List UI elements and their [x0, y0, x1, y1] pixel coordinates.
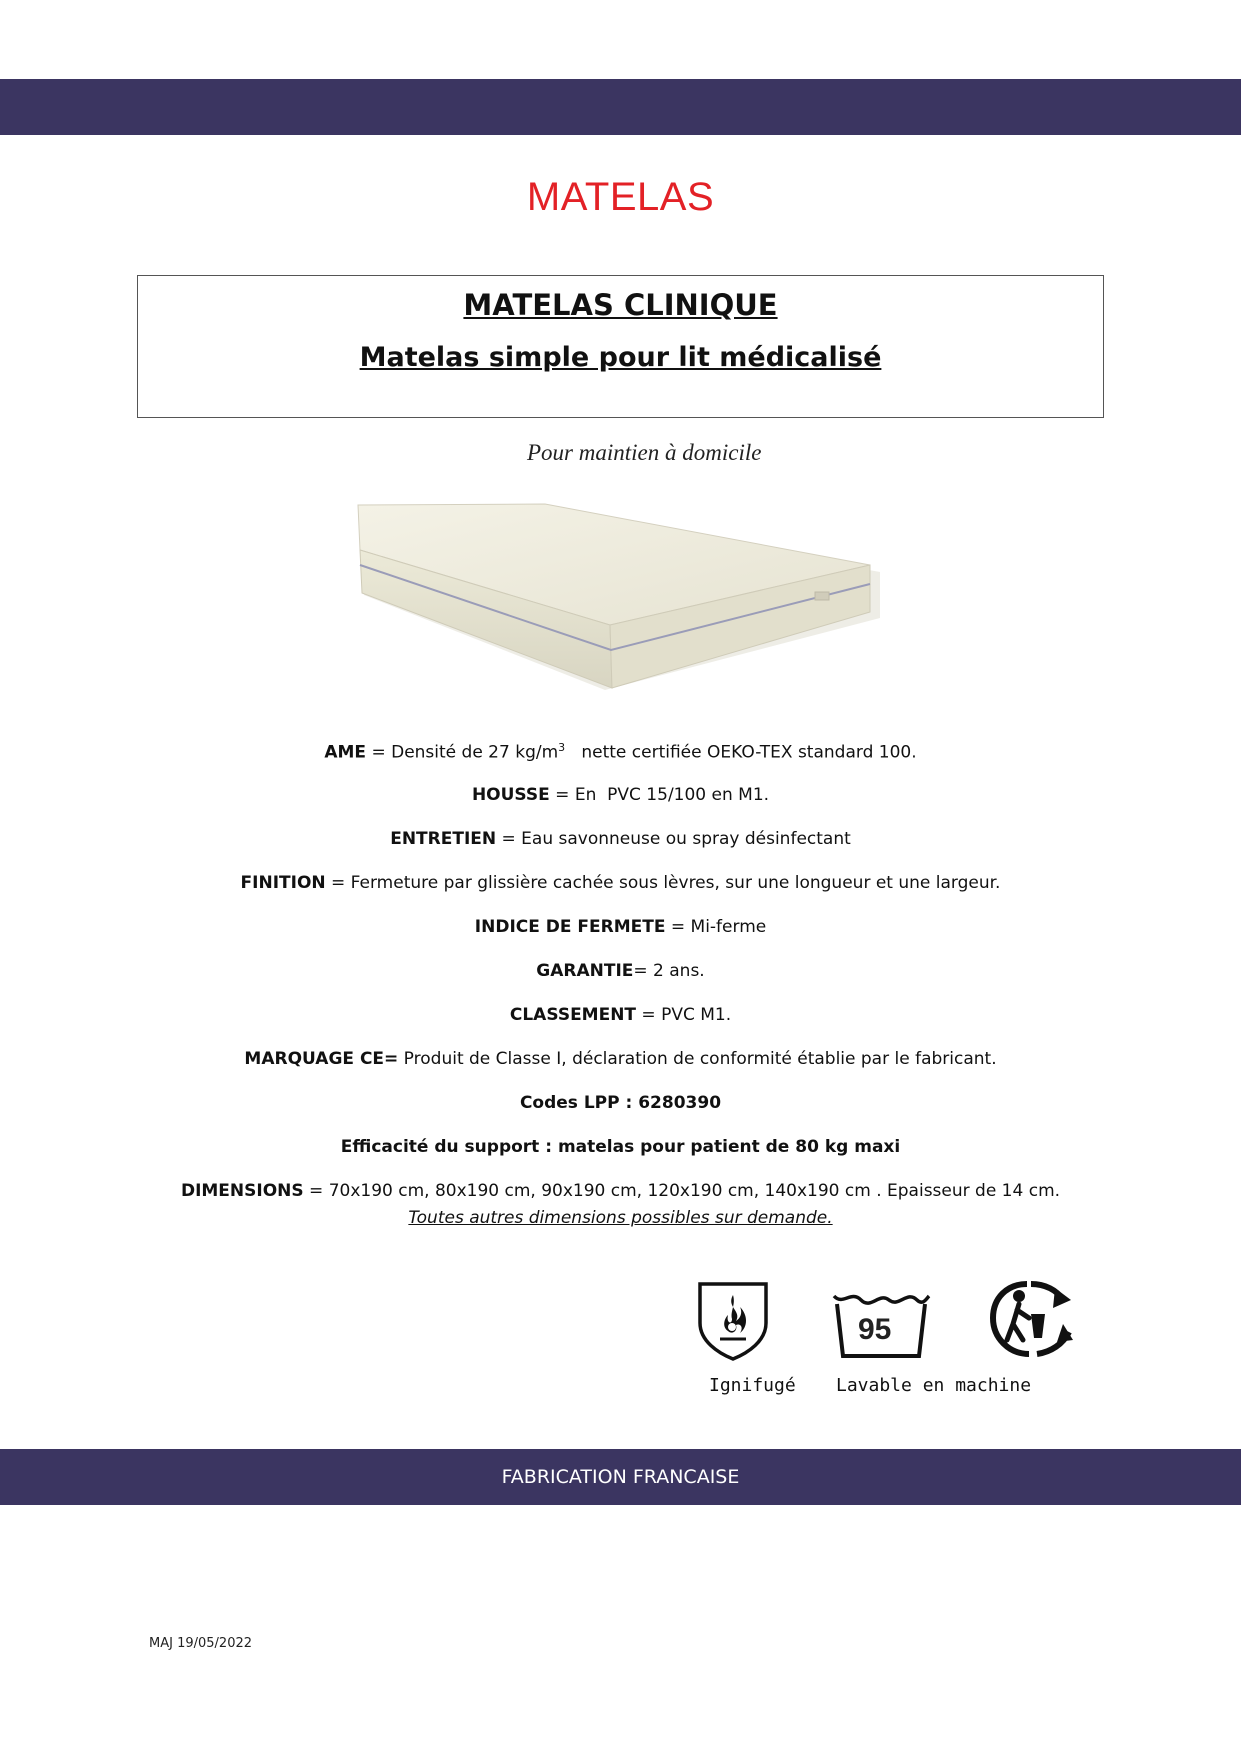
fire-resistant-icon — [696, 1281, 770, 1361]
wash-temperature: 95 — [858, 1313, 892, 1346]
top-band — [0, 79, 1241, 135]
spec-marquage: MARQUAGE CE= Produit de Classe I, déclaration de conformité établie par le fabricant. — [244, 1049, 997, 1069]
spec-codes-lpp: Codes LPP : 6280390 — [519, 1093, 722, 1113]
spec-ame: AME = Densité de 27 $kg/m^3$ nette certifiée OEKO-TEX standard 100. — [324, 741, 917, 763]
spec-fermete: INDICE DE FERMETE = Mi-ferme — [474, 917, 767, 937]
tagline: Pour maintien à domicile — [527, 440, 762, 465]
dimensions-note: Toutes autres dimensions possibles sur demande. — [408, 1208, 833, 1228]
spec-dimensions: DIMENSIONS = 70x190 cm, 80x190 cm, 90x190 cm, 120x190 cm, 140x190 cm . Epaisseur de 14 cm. — [180, 1181, 1061, 1201]
title-box — [137, 275, 1104, 418]
recycle-icon — [987, 1278, 1075, 1362]
update-date: MAJ 19/05/2022 — [149, 1636, 253, 1651]
fire-resistant-label: Ignifugé — [709, 1375, 796, 1396]
product-title: MATELAS CLINIQUE — [463, 288, 778, 322]
spec-entretien: ENTRETIEN = Eau savonneuse ou spray désinfectant — [390, 829, 851, 849]
bottom-band — [0, 1449, 1241, 1505]
spec-housse: HOUSSE = En PVC 15/100 en M1. — [471, 785, 770, 805]
spec-garantie: GARANTIE= 2 ans. — [536, 961, 705, 981]
page-heading: MATELAS — [526, 175, 715, 219]
spec-efficacite: Efficacité du support : matelas pour patient de 80 kg maxi — [340, 1137, 901, 1157]
wash-label: Lavable en machine — [836, 1375, 1032, 1396]
mattress-image — [350, 500, 890, 710]
spec-classement: CLASSEMENT = PVC M1. — [509, 1005, 732, 1025]
spec-ame-label: AME — [324, 742, 367, 763]
fabrication-label: FABRICATION FRANCAISE — [501, 1466, 740, 1488]
spec-finition: FINITION = Fermeture par glissière cachée sous lèvres, sur une longueur et une largeur. — [240, 873, 1001, 893]
product-subtitle: Matelas simple pour lit médicalisé — [359, 342, 882, 373]
